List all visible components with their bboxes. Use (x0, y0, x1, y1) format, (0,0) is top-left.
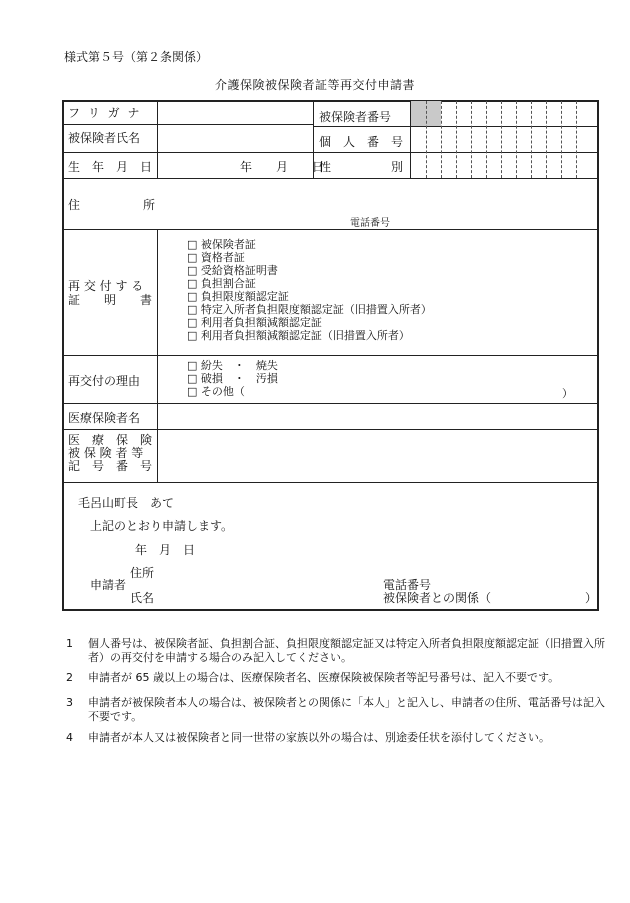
checkbox-user-burden-reduction-card-old[interactable]: □ 利用者負担額減額認定証（旧措置入所者） (187, 329, 410, 342)
grid-line (63, 152, 598, 153)
applicant-label: 申請者 (90, 578, 127, 592)
individual-number-label: 個 人 番 号 (319, 135, 404, 149)
grid-line (63, 482, 598, 483)
insured-number-label: 被保険者番号 (319, 110, 392, 124)
applicant-phone-label: 電話番号 (383, 578, 432, 592)
checkbox-qualification-card[interactable]: □ 資格者証 (187, 251, 245, 264)
checkbox-eligibility-certificate[interactable]: □ 受給資格証明書 (187, 264, 278, 277)
medical-insurer-label: 医療保険者名 (68, 411, 141, 425)
digit-divider (471, 101, 472, 178)
digit-divider (441, 101, 442, 178)
application-statement: 上記のとおり申請します。 (90, 519, 234, 533)
grid-line (63, 429, 598, 430)
checkbox-lost-burned[interactable]: □ 紛失 ・ 焼失 (187, 359, 278, 372)
relationship-close-paren: ） (585, 591, 598, 605)
address-phone-label: 電話番号 (350, 218, 390, 229)
sex-label: 性 別 (319, 160, 404, 174)
address-label-left: 住 (68, 198, 81, 212)
grid-line (63, 124, 313, 125)
grid-line (63, 229, 598, 230)
digit-divider (426, 101, 427, 178)
digit-divider (546, 101, 547, 178)
applicant-address-label: 住所 (130, 566, 155, 580)
insured-name-label: 被保険者氏名 (68, 131, 141, 145)
grid-line (63, 355, 598, 356)
address-label-right: 所 (143, 198, 156, 212)
digit-divider (486, 101, 487, 178)
other-close-paren: ） (562, 387, 573, 400)
birth-date-label: 生 年 月 日 (68, 160, 153, 174)
form-number: 様式第５号（第２条関係） (64, 50, 209, 64)
checkbox-damaged-soiled[interactable]: □ 破損 ・ 汚損 (187, 372, 278, 385)
checkbox-burden-ratio-card[interactable]: □ 負担割合証 (187, 277, 256, 290)
applicant-name-label: 氏名 (130, 591, 155, 605)
document-checklist (187, 238, 432, 342)
birth-date-ymd: 年 月 日 (240, 160, 325, 174)
furigana-label: フ リ ガ ナ (68, 106, 142, 120)
reason-checklist (187, 359, 278, 398)
grid-line (63, 178, 598, 179)
checkbox-burden-limit-card[interactable]: □ 負担限度額認定証 (187, 290, 289, 303)
digit-divider (516, 101, 517, 178)
checkbox-specific-resident-burden-limit-card[interactable]: □ 特定入所者負担限度額認定証（旧措置入所者） (187, 303, 432, 316)
checkbox-user-burden-reduction-card[interactable]: □ 利用者負担額減額認定証 (187, 316, 322, 329)
checkbox-insured-card[interactable]: □ 被保険者証 (187, 238, 256, 251)
relationship-label: 被保険者との関係（ (383, 591, 492, 605)
application-date: 年 月 日 (135, 543, 196, 557)
digit-divider (561, 101, 562, 178)
form-title: 介護保険被保険者証等再交付申請書 (214, 78, 415, 92)
digit-divider (501, 101, 502, 178)
grid-line (157, 101, 158, 179)
medical-insured-code-label: 医 療 保 険 被 保 険 者 等 記 号 番 号 (68, 433, 153, 473)
checkbox-other[interactable]: □ その他（ (187, 385, 245, 398)
reissue-document-label: 再 交 付 す る 証 明 書 (68, 279, 153, 307)
digit-divider (531, 101, 532, 178)
page: 様式第５号（第２条関係） 介護保険被保険者証等再交付申請書 フ リ ガ ナ 被保険者氏名 被保険者番号 個 人 番 号 生 年 月 日 年 月 日 性 別 住 所 電話番号 再 交 付 す る 証 明 書 □ 被保険者証 □ 資格者証 □ 受給資格証明書 □ 負担割合証 □ 負担限度額認定証 □ 特定入所者負担限度額認定証（旧措置入所者） □ 利用者負担額減額認定証 □ 利用者負担額減額認定証（旧措置入所者） 再交付の理由 □ 紛失 ・ 焼失 □ 破損 ・ 汚損 □ その他（ ） 医療保険者名 医 療 保 険 被 保 険 者 等 記 号 番 号 毛呂山町長 あて 上記のとおり申請します。 年 月 日 住所 申請者 氏名 電話番号 被保険者との関係（ ） 1 個人番号は、被保険者証、負担割合証、負担限度額認定証又は特定入所者負担限度額認定証（旧措置入所者）の再交付を申請する場合のみ記入してください。 2 申請者が 65 歳以上の場合は、医療保険者名、医療保険被保険者等記号番号は、記入不要です。 3 申請者が被保険者本人の場合は、被保険者との関係に「本人」と記入し、申請者の住所、電話番号は記入不要です。 4 申請者が本人又は被保険者と同一世帯の家族以外の場合は、別途委任状を添付してください。 (0, 0, 630, 903)
reissue-reason-label: 再交付の理由 (68, 374, 141, 388)
grid-line (63, 403, 598, 404)
digit-divider (576, 101, 577, 178)
grid-line (157, 229, 158, 482)
digit-divider (456, 101, 457, 178)
addressee: 毛呂山町長 あて (78, 496, 175, 510)
